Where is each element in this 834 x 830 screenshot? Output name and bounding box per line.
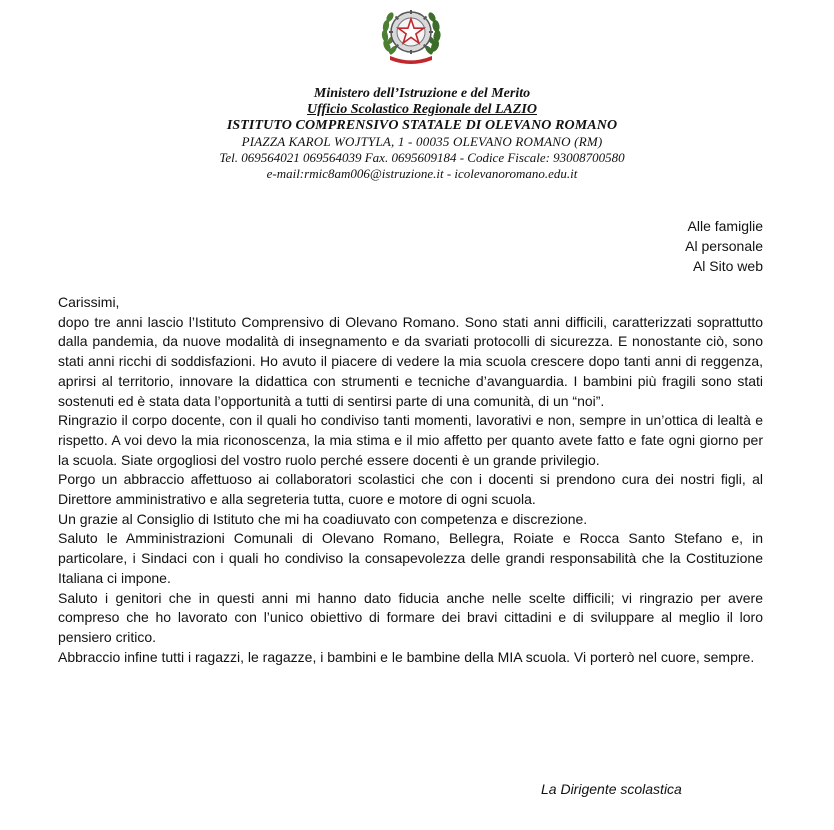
salutation: Carissimi, [58,294,120,310]
recipient-staff: Al personale [685,238,763,254]
regional-office: Ufficio Scolastico Regionale del LAZIO [307,102,537,117]
school-contacts: Tel. 069564021 069564039 Fax. 0695609184 - Codice Fiscale: 93008700580 [219,150,625,165]
recipient-website: Al Sito web [692,258,763,274]
school-name: ISTITUTO COMPRENSIVO STATALE DI OLEVANO ROMANO [226,118,618,133]
recipients-block [685,216,763,276]
letterhead [0,86,834,182]
paragraph-teachers: Ringrazio il corpo docente, con il quali ho condiviso tanti momenti, lavorativi e non, sempre in un’ottica di lealtà e rispetto. A voi devo la mia riconoscenza, la mia stima e il mio affetto per quanto avete fatto e fate ogni giorno per la scuola. Siate orgogliosi del vostro ruolo perché essere docenti è un grande privilegio. [58,412,763,468]
school-address: PIAZZA KAROL WOJTYLA, 1 - 00035 OLEVANO ROMANO (RM) [241,134,603,149]
paragraph-parents: Saluto i genitori che in questi anni mi hanno dato fiducia anche nelle scelte difficili; vi ringrazio per avere compreso che ho lavorato con l’unico obiettivo di formare dei bravi cittadini e di sviluppare al meglio il loro pensiero critico. [58,589,763,645]
paragraph-council: Un grazie al Consiglio di Istituto che mi ha coadiuvato con competenza e discrezione. [58,510,588,527]
letter-body [58,293,763,667]
paragraph-staff: Porgo un abbraccio affettuoso ai collaboratori scolastici che con i docenti si prendono cura dei nostri figli, al Direttore amministrativo e alla segreteria tutta, cuore e motore di ogni scuola. [58,471,763,508]
recipient-families: Alle famiglie [687,218,763,234]
italian-republic-emblem-icon [378,2,444,66]
paragraph-intro: dopo tre anni lascio l’Istituto Comprensivo di Olevano Romano. Sono stati anni difficili, caratterizzati soprattutto dalla pandemia, da nuove modalità di insegnamento e da svariati protocolli di sicurezza. E nonostante ciò, sono stati anni ricchi di soddisfazioni. Ho avuto il piacere di vedere la mia scuola crescere dopo tanti anni di reggenza, aprirsi al territorio, innovare la didattica con strumenti e tecniche d’avanguardia. I bambini più fragili sono stati sostenuti ed è stata data l’opportunità a tutti di sentirsi parte di una comunità, di un “noi”. [58,313,763,409]
paragraph-municipalities: Saluto le Amministrazioni Comunali di Olevano Romano, Bellegra, Roiate e Rocca Santo Stefano e, in particolare, i Sindaci con i quali ho condiviso la consapevolezza delle grandi responsabilità che la Costituzione Italiana ci impone. [58,530,763,586]
school-email: e-mail:rmic8am006@istruzione.it - icolevanoromano.edu.it [266,166,578,181]
paragraph-students: Abbraccio infine tutti i ragazzi, le ragazze, i bambini e le bambine della MIA scuola. Vi porterò nel cuore, sempre. [58,648,755,665]
signature-title: La Dirigente scolastica [541,781,682,797]
ministry-name: Ministero dell’Istruzione e del Merito [313,86,531,101]
